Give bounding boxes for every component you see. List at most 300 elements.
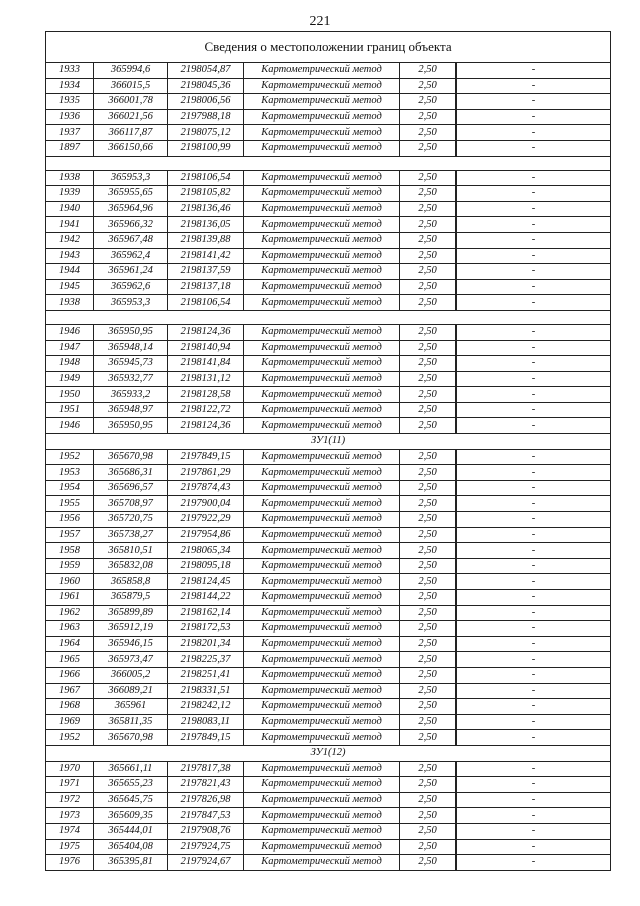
precision-cell: 2,50 — [400, 356, 456, 372]
note-cell: - — [457, 402, 611, 418]
point-number-cell: 1951 — [46, 402, 94, 418]
coord-x-cell: 365948,97 — [94, 402, 168, 418]
table-row — [46, 449, 611, 465]
coord-x-cell: 366117,87 — [94, 125, 168, 141]
page-number: 221 — [309, 14, 331, 29]
coord-y-cell: 2197817,38 — [168, 761, 244, 777]
coord-y-cell: 2198201,34 — [168, 636, 244, 652]
group-separator-row — [46, 310, 611, 324]
note-cell: - — [457, 371, 611, 387]
group-separator — [46, 310, 611, 324]
precision-cell: 2,50 — [400, 418, 456, 434]
coord-y-cell: 2198124,36 — [168, 418, 244, 434]
coord-y-cell: 2198054,87 — [168, 63, 244, 79]
precision-cell: 2,50 — [400, 714, 456, 730]
point-number-cell: 1940 — [46, 201, 94, 217]
note-cell: - — [457, 248, 611, 264]
method-cell: Картометрический метод — [244, 78, 400, 94]
point-number-cell: 1971 — [46, 777, 94, 793]
point-number-cell: 1934 — [46, 78, 94, 94]
note-cell: - — [457, 480, 611, 496]
table-row — [46, 558, 611, 574]
precision-cell: 2,50 — [400, 170, 456, 186]
precision-cell: 2,50 — [400, 279, 456, 295]
coord-y-cell: 2198105,82 — [168, 186, 244, 202]
point-number-cell: 1956 — [46, 512, 94, 528]
method-cell: Картометрический метод — [244, 402, 400, 418]
precision-cell: 2,50 — [400, 777, 456, 793]
table-title: Сведения о местоположении границ объекта — [46, 32, 611, 63]
coord-y-cell: 2198106,54 — [168, 295, 244, 311]
method-cell: Картометрический метод — [244, 792, 400, 808]
table-row — [46, 808, 611, 824]
precision-cell: 2,50 — [400, 855, 456, 871]
coord-x-cell: 365444,01 — [94, 823, 168, 839]
point-number-cell: 1949 — [46, 371, 94, 387]
note-cell: - — [457, 340, 611, 356]
point-number-cell: 1972 — [46, 792, 94, 808]
point-number-cell: 1945 — [46, 279, 94, 295]
point-number-cell: 1946 — [46, 324, 94, 340]
note-cell: - — [457, 418, 611, 434]
coord-x-cell: 365738,27 — [94, 527, 168, 543]
coord-x-cell: 365962,4 — [94, 248, 168, 264]
coord-x-cell: 365404,08 — [94, 839, 168, 855]
precision-cell: 2,50 — [400, 605, 456, 621]
note-cell: - — [457, 186, 611, 202]
table-row — [46, 527, 611, 543]
method-cell: Картометрический метод — [244, 574, 400, 590]
coord-x-cell: 365950,95 — [94, 324, 168, 340]
coord-x-cell: 365655,23 — [94, 777, 168, 793]
method-cell: Картометрический метод — [244, 683, 400, 699]
table-row — [46, 264, 611, 280]
note-cell: - — [457, 808, 611, 824]
note-cell: - — [457, 652, 611, 668]
precision-cell: 2,50 — [400, 636, 456, 652]
method-cell: Картометрический метод — [244, 855, 400, 871]
coord-y-cell: 2198225,37 — [168, 652, 244, 668]
method-cell: Картометрический метод — [244, 823, 400, 839]
table-row — [46, 652, 611, 668]
section-label-row — [46, 745, 611, 761]
precision-cell: 2,50 — [400, 94, 456, 110]
group-separator — [46, 156, 611, 170]
coord-y-cell: 2198139,88 — [168, 232, 244, 248]
method-cell: Картометрический метод — [244, 94, 400, 110]
coord-y-cell: 2198083,11 — [168, 714, 244, 730]
coord-y-cell: 2197900,04 — [168, 496, 244, 512]
coord-x-cell: 365670,98 — [94, 730, 168, 746]
point-number-cell: 1952 — [46, 730, 94, 746]
point-number-cell: 1974 — [46, 823, 94, 839]
note-cell: - — [457, 387, 611, 403]
method-cell: Картометрический метод — [244, 279, 400, 295]
method-cell: Картометрический метод — [244, 125, 400, 141]
precision-cell: 2,50 — [400, 558, 456, 574]
coord-x-cell: 365946,15 — [94, 636, 168, 652]
table-row — [46, 94, 611, 110]
precision-cell: 2,50 — [400, 371, 456, 387]
coord-x-cell: 365879,5 — [94, 590, 168, 606]
precision-cell: 2,50 — [400, 264, 456, 280]
section-label: ЗУ1(12) — [46, 745, 611, 761]
method-cell: Картометрический метод — [244, 232, 400, 248]
table-row — [46, 823, 611, 839]
method-cell: Картометрический метод — [244, 324, 400, 340]
method-cell: Картометрический метод — [244, 418, 400, 434]
method-cell: Картометрический метод — [244, 527, 400, 543]
precision-cell: 2,50 — [400, 232, 456, 248]
method-cell: Картометрический метод — [244, 808, 400, 824]
coord-x-cell: 365994,6 — [94, 63, 168, 79]
note-cell: - — [457, 543, 611, 559]
table-row — [46, 465, 611, 481]
coord-x-cell: 365961 — [94, 699, 168, 715]
point-number-cell: 1897 — [46, 140, 94, 156]
table-row — [46, 295, 611, 311]
coord-x-cell: 366089,21 — [94, 683, 168, 699]
table-row — [46, 217, 611, 233]
coord-y-cell: 2198124,36 — [168, 324, 244, 340]
method-cell: Картометрический метод — [244, 465, 400, 481]
precision-cell: 2,50 — [400, 839, 456, 855]
method-cell: Картометрический метод — [244, 371, 400, 387]
coord-y-cell: 2198141,84 — [168, 356, 244, 372]
note-cell: - — [457, 761, 611, 777]
precision-cell: 2,50 — [400, 125, 456, 141]
point-number-cell: 1966 — [46, 667, 94, 683]
table-row — [46, 792, 611, 808]
note-cell: - — [457, 295, 611, 311]
note-cell: - — [457, 683, 611, 699]
coord-x-cell: 365953,3 — [94, 170, 168, 186]
note-cell: - — [457, 558, 611, 574]
coord-y-cell: 2197826,98 — [168, 792, 244, 808]
coord-y-cell: 2197924,75 — [168, 839, 244, 855]
precision-cell: 2,50 — [400, 465, 456, 481]
point-number-cell: 1943 — [46, 248, 94, 264]
coord-x-cell: 365832,08 — [94, 558, 168, 574]
method-cell: Картометрический метод — [244, 543, 400, 559]
coord-x-cell: 365966,32 — [94, 217, 168, 233]
precision-cell: 2,50 — [400, 621, 456, 637]
precision-cell: 2,50 — [400, 248, 456, 264]
point-number-cell: 1952 — [46, 449, 94, 465]
point-number-cell: 1973 — [46, 808, 94, 824]
note-cell: - — [457, 140, 611, 156]
table-row — [46, 621, 611, 637]
coord-y-cell: 2198137,18 — [168, 279, 244, 295]
table-row — [46, 279, 611, 295]
precision-cell: 2,50 — [400, 186, 456, 202]
note-cell: - — [457, 605, 611, 621]
method-cell: Картометрический метод — [244, 387, 400, 403]
coord-x-cell: 365645,75 — [94, 792, 168, 808]
coord-y-cell: 2197849,15 — [168, 449, 244, 465]
table-row — [46, 714, 611, 730]
coord-y-cell: 2198242,12 — [168, 699, 244, 715]
precision-cell: 2,50 — [400, 480, 456, 496]
coord-y-cell: 2197847,53 — [168, 808, 244, 824]
table-row — [46, 777, 611, 793]
point-number-cell: 1962 — [46, 605, 94, 621]
coord-y-cell: 2198141,42 — [168, 248, 244, 264]
method-cell: Картометрический метод — [244, 761, 400, 777]
table-row — [46, 232, 611, 248]
point-number-cell: 1941 — [46, 217, 94, 233]
note-cell: - — [457, 714, 611, 730]
coord-y-cell: 2198162,14 — [168, 605, 244, 621]
note-cell: - — [457, 449, 611, 465]
coord-y-cell: 2198144,22 — [168, 590, 244, 606]
precision-cell: 2,50 — [400, 109, 456, 125]
table-row — [46, 324, 611, 340]
point-number-cell: 1944 — [46, 264, 94, 280]
note-cell: - — [457, 667, 611, 683]
method-cell: Картометрический метод — [244, 512, 400, 528]
point-number-cell: 1935 — [46, 94, 94, 110]
method-cell: Картометрический метод — [244, 590, 400, 606]
table-row — [46, 248, 611, 264]
point-number-cell: 1938 — [46, 295, 94, 311]
coord-y-cell: 2198100,99 — [168, 140, 244, 156]
table-row — [46, 590, 611, 606]
point-number-cell: 1936 — [46, 109, 94, 125]
section-label: ЗУ1(11) — [46, 434, 611, 450]
coord-y-cell: 2198045,36 — [168, 78, 244, 94]
method-cell: Картометрический метод — [244, 170, 400, 186]
coord-x-cell: 365858,8 — [94, 574, 168, 590]
coord-y-cell: 2198172,53 — [168, 621, 244, 637]
boundary-table — [45, 31, 611, 871]
table-row — [46, 340, 611, 356]
coord-x-cell: 366015,5 — [94, 78, 168, 94]
table-row — [46, 387, 611, 403]
coord-y-cell: 2198006,56 — [168, 94, 244, 110]
group-separator-row — [46, 156, 611, 170]
point-number-cell: 1942 — [46, 232, 94, 248]
note-cell: - — [457, 279, 611, 295]
coord-y-cell: 2197988,18 — [168, 109, 244, 125]
precision-cell: 2,50 — [400, 730, 456, 746]
table-row — [46, 170, 611, 186]
table-row — [46, 63, 611, 79]
point-number-cell: 1970 — [46, 761, 94, 777]
table-row — [46, 356, 611, 372]
point-number-cell: 1946 — [46, 418, 94, 434]
point-number-cell: 1950 — [46, 387, 94, 403]
coord-y-cell: 2198131,12 — [168, 371, 244, 387]
note-cell: - — [457, 792, 611, 808]
point-number-cell: 1954 — [46, 480, 94, 496]
note-cell: - — [457, 232, 611, 248]
table-row — [46, 109, 611, 125]
coord-x-cell: 365945,73 — [94, 356, 168, 372]
table-row — [46, 574, 611, 590]
precision-cell: 2,50 — [400, 63, 456, 79]
note-cell: - — [457, 823, 611, 839]
coord-x-cell: 365810,51 — [94, 543, 168, 559]
coord-y-cell: 2198331,51 — [168, 683, 244, 699]
point-number-cell: 1968 — [46, 699, 94, 715]
coord-x-cell: 365609,35 — [94, 808, 168, 824]
point-number-cell: 1976 — [46, 855, 94, 871]
coord-x-cell: 365955,65 — [94, 186, 168, 202]
coord-x-cell: 366001,78 — [94, 94, 168, 110]
precision-cell: 2,50 — [400, 699, 456, 715]
note-cell: - — [457, 777, 611, 793]
table-row — [46, 186, 611, 202]
point-number-cell: 1938 — [46, 170, 94, 186]
coord-y-cell: 2197908,76 — [168, 823, 244, 839]
coord-x-cell: 365670,98 — [94, 449, 168, 465]
method-cell: Картометрический метод — [244, 217, 400, 233]
coord-x-cell: 365962,6 — [94, 279, 168, 295]
coord-x-cell: 366005,2 — [94, 667, 168, 683]
note-cell: - — [457, 109, 611, 125]
point-number-cell: 1965 — [46, 652, 94, 668]
method-cell: Картометрический метод — [244, 777, 400, 793]
coord-x-cell: 365933,2 — [94, 387, 168, 403]
precision-cell: 2,50 — [400, 496, 456, 512]
note-cell: - — [457, 125, 611, 141]
section-label-row — [46, 434, 611, 450]
point-number-cell: 1939 — [46, 186, 94, 202]
coord-x-cell: 365661,11 — [94, 761, 168, 777]
table-row — [46, 730, 611, 746]
note-cell: - — [457, 574, 611, 590]
note-cell: - — [457, 855, 611, 871]
precision-cell: 2,50 — [400, 217, 456, 233]
note-cell: - — [457, 512, 611, 528]
method-cell: Картометрический метод — [244, 496, 400, 512]
note-cell: - — [457, 621, 611, 637]
method-cell: Картометрический метод — [244, 109, 400, 125]
method-cell: Картометрический метод — [244, 839, 400, 855]
coord-y-cell: 2198106,54 — [168, 170, 244, 186]
note-cell: - — [457, 356, 611, 372]
point-number-cell: 1967 — [46, 683, 94, 699]
note-cell: - — [457, 730, 611, 746]
note-cell: - — [457, 496, 611, 512]
note-cell: - — [457, 465, 611, 481]
precision-cell: 2,50 — [400, 387, 456, 403]
method-cell: Картометрический метод — [244, 201, 400, 217]
coord-y-cell: 2198128,58 — [168, 387, 244, 403]
table-row — [46, 78, 611, 94]
coord-y-cell: 2197849,15 — [168, 730, 244, 746]
coord-x-cell: 365964,96 — [94, 201, 168, 217]
coord-y-cell: 2198075,12 — [168, 125, 244, 141]
table-row — [46, 418, 611, 434]
precision-cell: 2,50 — [400, 761, 456, 777]
coord-y-cell: 2197922,29 — [168, 512, 244, 528]
precision-cell: 2,50 — [400, 324, 456, 340]
precision-cell: 2,50 — [400, 574, 456, 590]
coord-x-cell: 365912,19 — [94, 621, 168, 637]
method-cell: Картометрический метод — [244, 340, 400, 356]
table-row — [46, 512, 611, 528]
method-cell: Картометрический метод — [244, 714, 400, 730]
note-cell: - — [457, 264, 611, 280]
precision-cell: 2,50 — [400, 295, 456, 311]
method-cell: Картометрический метод — [244, 730, 400, 746]
point-number-cell: 1937 — [46, 125, 94, 141]
table-row — [46, 201, 611, 217]
boundary-table-sheet — [45, 31, 610, 871]
method-cell: Картометрический метод — [244, 699, 400, 715]
precision-cell: 2,50 — [400, 667, 456, 683]
method-cell: Картометрический метод — [244, 636, 400, 652]
coord-x-cell: 366150,66 — [94, 140, 168, 156]
precision-cell: 2,50 — [400, 823, 456, 839]
point-number-cell: 1961 — [46, 590, 94, 606]
coord-y-cell: 2197954,86 — [168, 527, 244, 543]
coord-x-cell: 365696,57 — [94, 480, 168, 496]
method-cell: Картометрический метод — [244, 667, 400, 683]
coord-x-cell: 365686,31 — [94, 465, 168, 481]
point-number-cell: 1963 — [46, 621, 94, 637]
table-row — [46, 125, 611, 141]
coord-y-cell: 2198136,46 — [168, 201, 244, 217]
precision-cell: 2,50 — [400, 792, 456, 808]
precision-cell: 2,50 — [400, 590, 456, 606]
precision-cell: 2,50 — [400, 512, 456, 528]
method-cell: Картометрический метод — [244, 264, 400, 280]
note-cell: - — [457, 636, 611, 652]
coord-y-cell: 2198140,94 — [168, 340, 244, 356]
point-number-cell: 1948 — [46, 356, 94, 372]
coord-x-cell: 365720,75 — [94, 512, 168, 528]
method-cell: Картометрический метод — [244, 356, 400, 372]
method-cell: Картометрический метод — [244, 186, 400, 202]
method-cell: Картометрический метод — [244, 605, 400, 621]
coord-y-cell: 2197874,43 — [168, 480, 244, 496]
precision-cell: 2,50 — [400, 543, 456, 559]
coord-x-cell: 366021,56 — [94, 109, 168, 125]
coord-y-cell: 2197861,29 — [168, 465, 244, 481]
precision-cell: 2,50 — [400, 340, 456, 356]
note-cell: - — [457, 839, 611, 855]
table-row — [46, 496, 611, 512]
coord-y-cell: 2198137,59 — [168, 264, 244, 280]
coord-y-cell: 2198065,34 — [168, 543, 244, 559]
precision-cell: 2,50 — [400, 402, 456, 418]
coord-x-cell: 365948,14 — [94, 340, 168, 356]
precision-cell: 2,50 — [400, 78, 456, 94]
table-title-row — [46, 32, 611, 63]
table-row — [46, 480, 611, 496]
coord-y-cell: 2197821,43 — [168, 777, 244, 793]
coord-y-cell: 2198095,18 — [168, 558, 244, 574]
point-number-cell: 1958 — [46, 543, 94, 559]
precision-cell: 2,50 — [400, 527, 456, 543]
note-cell: - — [457, 94, 611, 110]
point-number-cell: 1957 — [46, 527, 94, 543]
method-cell: Картометрический метод — [244, 558, 400, 574]
note-cell: - — [457, 699, 611, 715]
table-row — [46, 402, 611, 418]
point-number-cell: 1953 — [46, 465, 94, 481]
coord-x-cell: 365811,35 — [94, 714, 168, 730]
point-number-cell: 1959 — [46, 558, 94, 574]
coord-y-cell: 2197924,67 — [168, 855, 244, 871]
method-cell: Картометрический метод — [244, 248, 400, 264]
note-cell: - — [457, 201, 611, 217]
table-row — [46, 543, 611, 559]
precision-cell: 2,50 — [400, 652, 456, 668]
